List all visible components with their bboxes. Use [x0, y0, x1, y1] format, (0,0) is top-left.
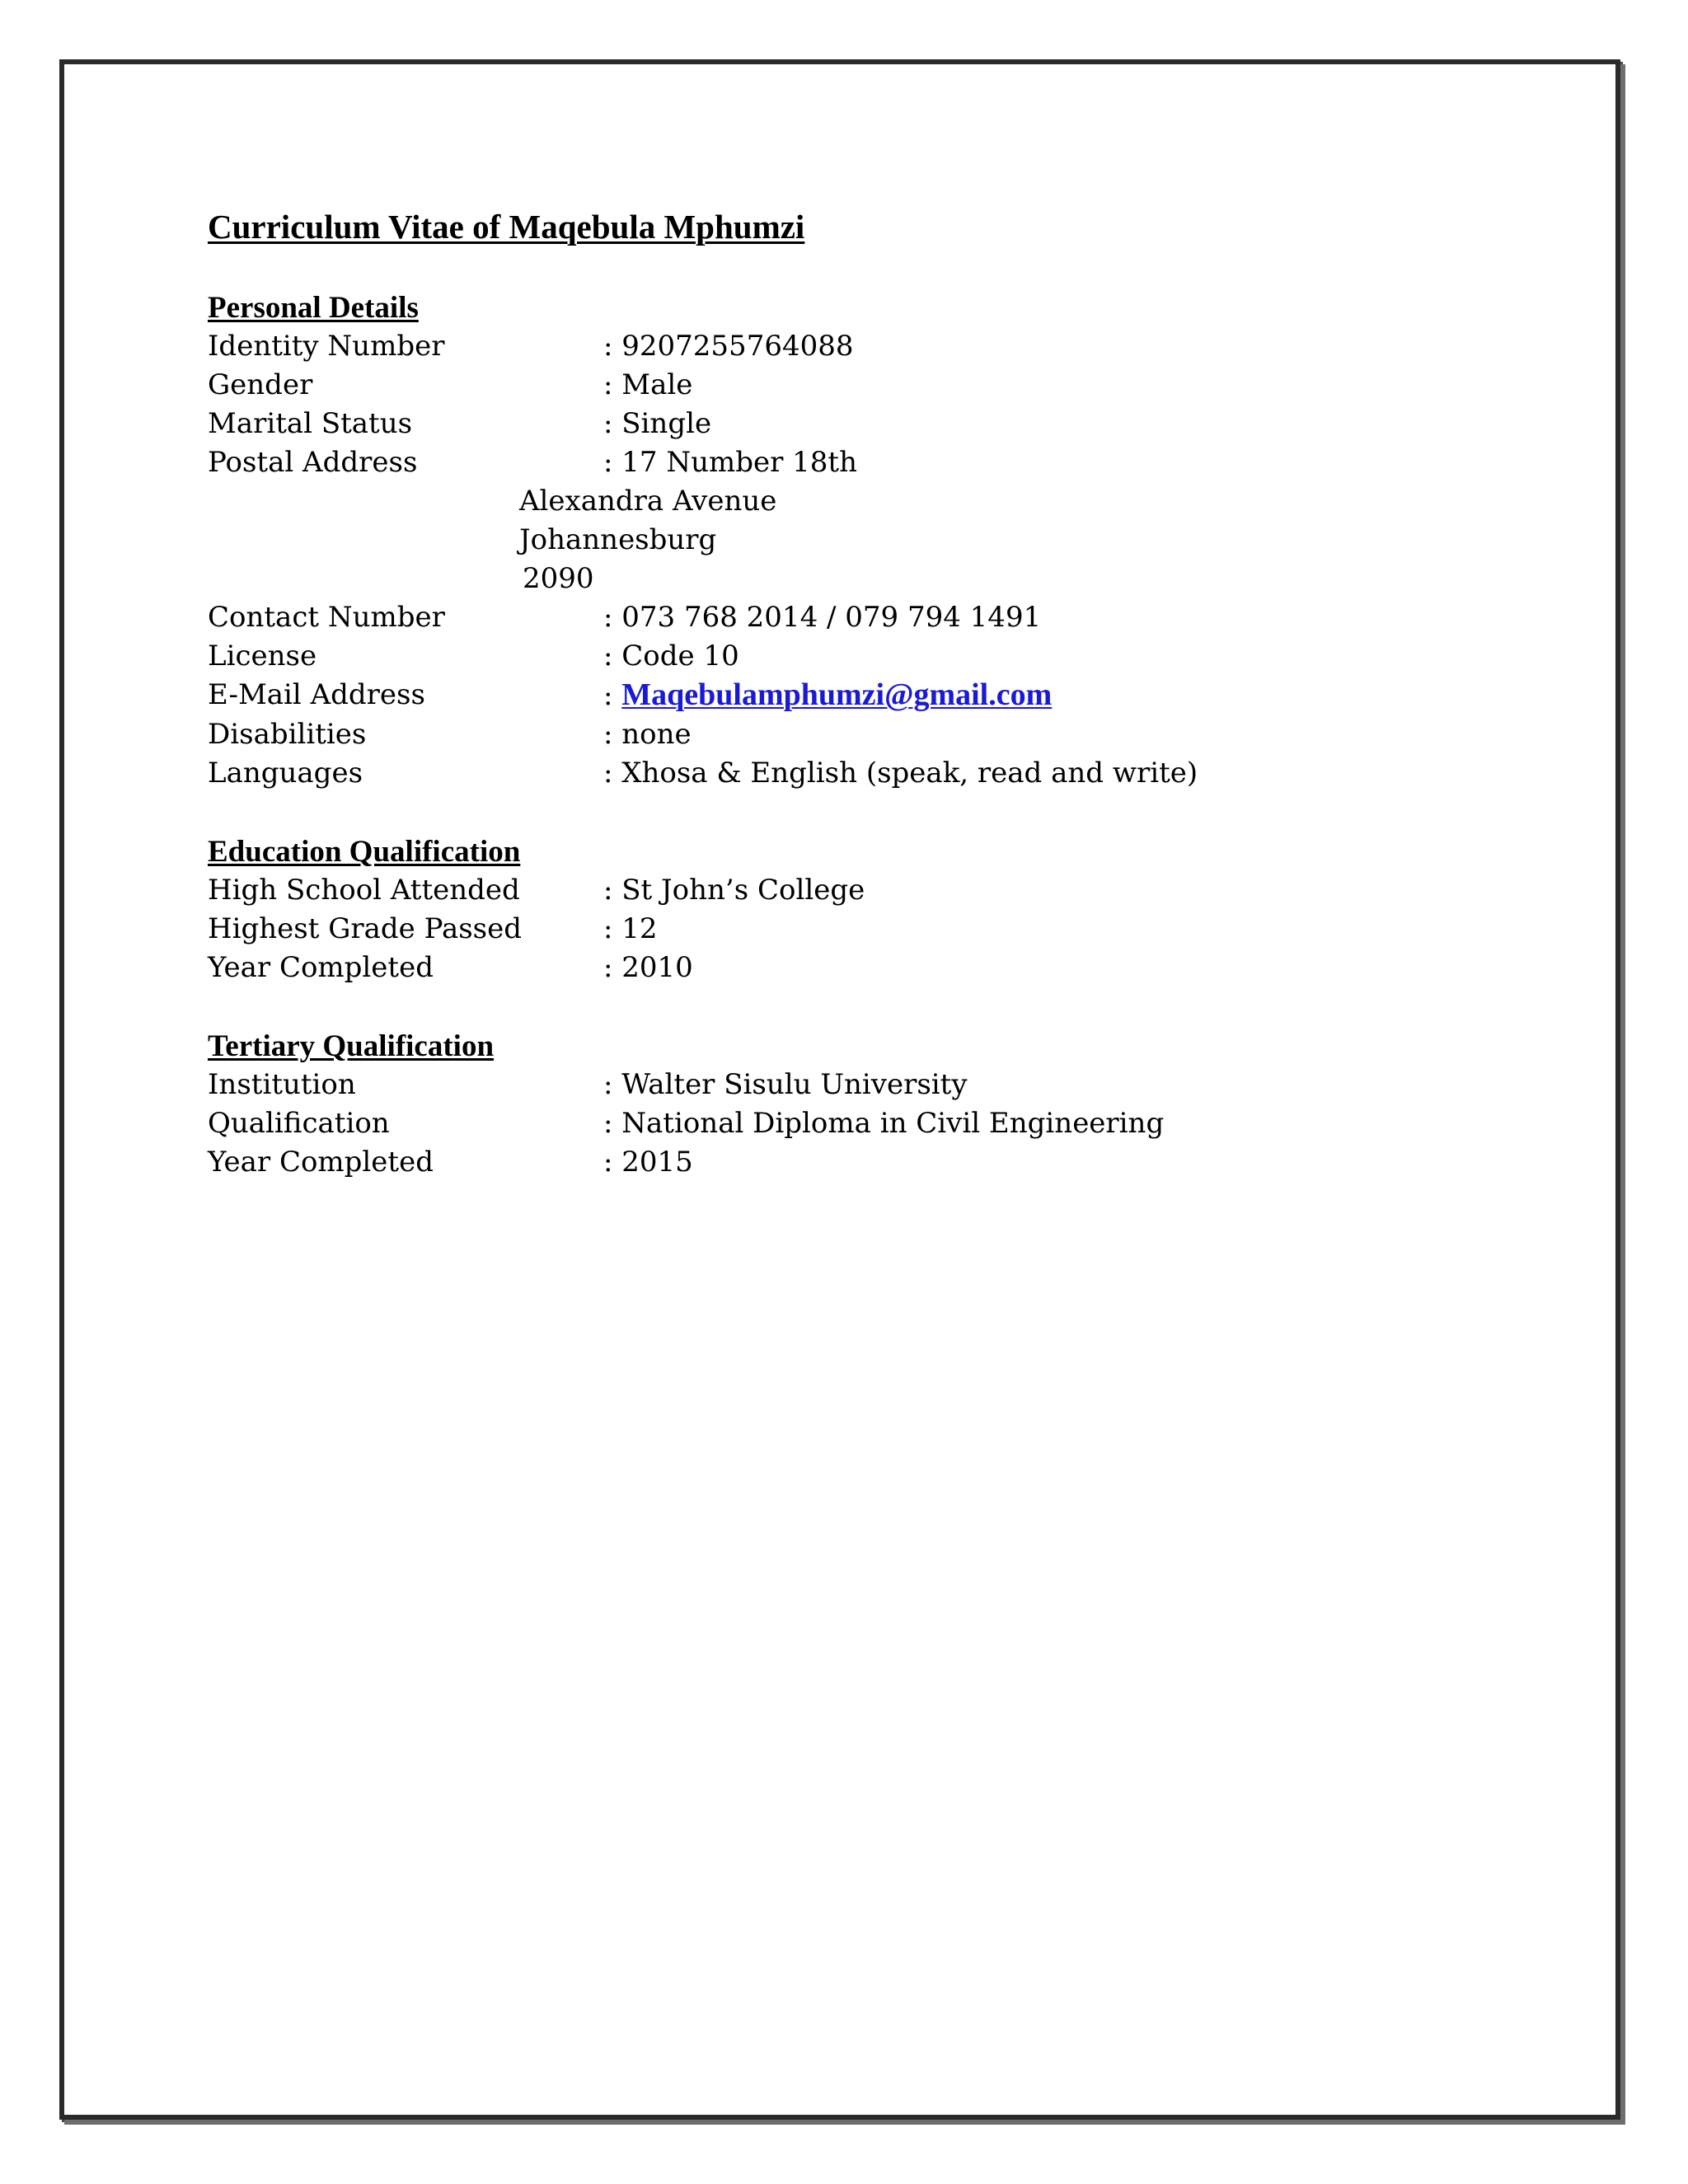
gender-label: Gender	[208, 368, 313, 401]
email-link[interactable]: Maqebulamphumzi@gmail.com	[621, 677, 1053, 712]
highest-grade-row	[208, 910, 1526, 949]
postal-address-line4: 2090	[523, 562, 594, 595]
education-section	[208, 832, 1526, 987]
separator: :	[603, 757, 622, 790]
disabilities-label: Disabilities	[208, 718, 367, 751]
separator: :	[603, 407, 622, 440]
tertiary-year-value: : 2015	[603, 1146, 693, 1179]
contact-number-label: Contact Number	[208, 601, 445, 634]
separator: :	[603, 1107, 622, 1140]
separator: :	[603, 368, 622, 401]
languages-value: : Xhosa & English (speak, read and write)	[603, 757, 1198, 790]
personal-details-section	[208, 288, 1526, 793]
marital-status-value: : Single	[603, 407, 712, 440]
identity-label: Identity Number	[208, 330, 445, 363]
license-label: License	[208, 640, 317, 673]
email-row	[208, 676, 1526, 715]
disabilities-row	[208, 715, 1526, 754]
separator: :	[603, 1146, 622, 1179]
postal-address-line1: : 17 Number 18th	[603, 446, 857, 479]
marital-status-row	[208, 405, 1526, 443]
separator: :	[603, 640, 622, 673]
qualification-label: Qualification	[208, 1107, 390, 1140]
identity-row	[208, 327, 1526, 366]
tertiary-section	[208, 1027, 1526, 1182]
document-title: Curriculum Vitae of Maqebula Mphumzi	[208, 208, 805, 246]
postal-address-label: Postal Address	[208, 446, 418, 479]
personal-details-heading: Personal Details	[208, 291, 419, 325]
cv-content	[208, 206, 1526, 1182]
separator: :	[603, 718, 622, 751]
contact-number-row	[208, 598, 1526, 637]
separator: :	[603, 1068, 622, 1101]
marital-status-label: Marital Status	[208, 407, 413, 440]
gender-value: : Male	[603, 368, 693, 401]
highest-grade-label: Highest Grade Passed	[208, 912, 523, 945]
separator: :	[603, 601, 622, 634]
qualification-value: : National Diploma in Civil Engineering	[603, 1107, 1165, 1140]
license-value: : Code 10	[603, 640, 739, 673]
contact-number-value: : 073 768 2014 / 079 794 1491	[603, 601, 1042, 634]
postal-address-line2: Alexandra Avenue	[519, 485, 777, 518]
highest-grade-value: : 12	[603, 912, 658, 945]
license-row	[208, 637, 1526, 676]
languages-label: Languages	[208, 757, 363, 790]
email-label: E-Mail Address	[208, 678, 425, 711]
identity-value: : 9207255764088	[603, 330, 854, 363]
high-school-value: : St John’s College	[603, 874, 865, 907]
tertiary-year-label: Year Completed	[208, 1146, 434, 1179]
institution-row	[208, 1066, 1526, 1104]
languages-row	[208, 754, 1526, 793]
school-year-label: Year Completed	[208, 951, 434, 984]
education-heading: Education Qualification	[208, 835, 521, 869]
disabilities-value: : none	[603, 718, 692, 751]
separator: :	[603, 446, 622, 479]
high-school-label: High School Attended	[208, 874, 520, 907]
high-school-row	[208, 871, 1526, 910]
school-year-row	[208, 949, 1526, 987]
separator: :	[603, 874, 622, 907]
separator: :	[603, 679, 622, 712]
separator: :	[603, 951, 622, 984]
school-year-value: : 2010	[603, 951, 693, 984]
institution-label: Institution	[208, 1068, 356, 1101]
qualification-row	[208, 1104, 1526, 1143]
institution-value: : Walter Sisulu University	[603, 1068, 968, 1101]
tertiary-heading: Tertiary Qualification	[208, 1029, 495, 1063]
postal-address-line3: Johannesburg	[519, 523, 717, 556]
postal-address-row	[208, 443, 1526, 482]
separator: :	[603, 912, 622, 945]
gender-row	[208, 366, 1526, 405]
separator: :	[603, 330, 622, 363]
tertiary-year-row	[208, 1143, 1526, 1182]
